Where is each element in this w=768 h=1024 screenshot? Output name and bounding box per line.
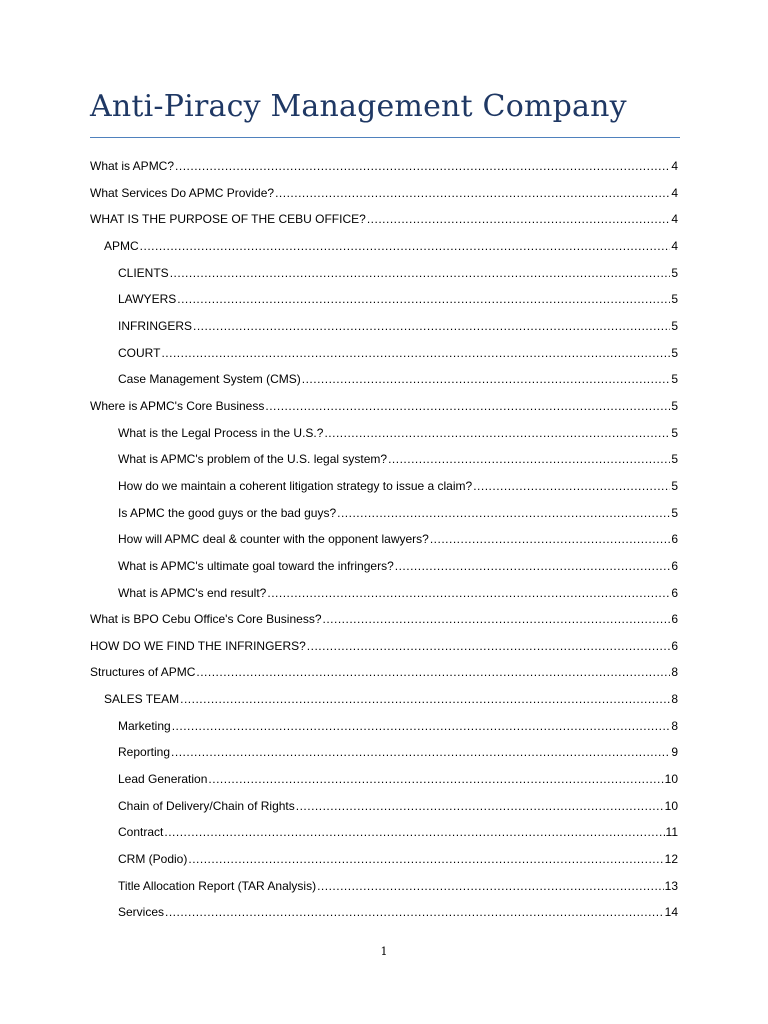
toc-dot-leader	[367, 211, 670, 227]
toc-entry[interactable]	[0, 851, 768, 878]
toc-entry-title: What is APMC's end result?	[118, 585, 267, 600]
toc-page-number: 12	[664, 852, 678, 867]
toc-page-number: 10	[664, 798, 678, 813]
toc-entry[interactable]	[0, 185, 768, 212]
toc-entry[interactable]	[0, 398, 768, 425]
toc-page-number: 6	[671, 558, 678, 573]
toc-dot-leader	[323, 611, 671, 627]
toc-dot-leader	[296, 798, 664, 814]
toc-page-number: 4	[671, 212, 678, 227]
toc-entry-title: What is APMC?	[90, 159, 175, 173]
toc-entry[interactable]	[0, 505, 768, 532]
toc-entry[interactable]	[0, 451, 768, 478]
toc-entry-title: Reporting	[118, 745, 171, 760]
table-of-contents	[0, 158, 768, 931]
toc-entry-title: What is the Legal Process in the U.S.?	[118, 425, 324, 440]
toc-page-number: 6	[671, 612, 678, 627]
toc-dot-leader	[170, 265, 671, 281]
toc-dot-leader	[395, 558, 671, 574]
toc-entry[interactable]	[0, 691, 768, 718]
toc-entry[interactable]	[0, 744, 768, 771]
toc-page-number: 4	[671, 238, 678, 253]
toc-page-number: 5	[671, 318, 678, 333]
toc-entry[interactable]	[0, 531, 768, 558]
toc-page-number: 11	[665, 825, 678, 840]
toc-entry-title: Case Management System (CMS)	[118, 372, 301, 387]
toc-entry-title: What is APMC's problem of the U.S. legal system?	[118, 452, 388, 467]
toc-entry[interactable]	[0, 611, 768, 638]
toc-dot-leader	[208, 771, 663, 787]
toc-page-number: 4	[671, 185, 678, 200]
toc-entry[interactable]	[0, 425, 768, 452]
toc-entry[interactable]	[0, 345, 768, 372]
toc-page-number: 9	[671, 745, 678, 760]
toc-entry-title: Lead Generation	[118, 772, 208, 787]
toc-entry-title: CLIENTS	[118, 265, 169, 280]
toc-dot-leader	[337, 505, 670, 521]
toc-entry[interactable]	[0, 318, 768, 345]
toc-entry[interactable]	[0, 478, 768, 505]
toc-entry-title: WHAT IS THE PURPOSE OF THE CEBU OFFICE?	[90, 212, 366, 227]
toc-dot-leader	[177, 291, 670, 307]
toc-page-number: 5	[671, 345, 678, 360]
toc-dot-leader	[302, 371, 671, 387]
toc-page-number: 5	[671, 265, 678, 280]
toc-entry[interactable]	[0, 718, 768, 745]
toc-entry-title: How will APMC deal & counter with the opponent lawyers?	[118, 532, 429, 547]
toc-entry-title: HOW DO WE FIND THE INFRINGERS?	[90, 638, 306, 653]
toc-dot-leader	[171, 744, 670, 760]
toc-dot-leader	[265, 398, 670, 414]
toc-entry-title: INFRINGERS	[118, 318, 193, 333]
toc-entry-title: What is BPO Cebu Office's Core Business?	[90, 612, 322, 627]
toc-entry-title: Where is APMC's Core Business	[90, 398, 265, 413]
toc-page-number: 14	[664, 905, 678, 920]
toc-entry-title: Chain of Delivery/Chain of Rights	[118, 798, 295, 813]
toc-entry[interactable]	[0, 211, 768, 238]
toc-page-number: 6	[671, 638, 678, 653]
page-number: 1	[380, 945, 388, 958]
toc-entry[interactable]	[0, 904, 768, 931]
document-title: Anti-Piracy Management Company	[90, 89, 627, 124]
toc-entry[interactable]	[0, 638, 768, 665]
toc-page-number: 13	[664, 878, 678, 893]
toc-entry[interactable]	[0, 238, 768, 265]
toc-entry-title: CRM (Podio)	[118, 852, 188, 867]
toc-entry-title: Marketing	[118, 718, 171, 733]
toc-dot-leader	[473, 478, 670, 494]
toc-page-number: 4	[671, 159, 678, 173]
toc-entry-title: Structures of APMC	[90, 665, 196, 680]
toc-dot-leader	[188, 851, 663, 867]
toc-entry[interactable]	[0, 158, 768, 185]
toc-entry-title: APMC	[104, 238, 139, 253]
toc-entry[interactable]	[0, 371, 768, 398]
toc-dot-leader	[161, 345, 670, 361]
toc-page-number: 8	[671, 718, 678, 733]
toc-dot-leader	[172, 718, 671, 734]
toc-entry-title: What Services Do APMC Provide?	[90, 185, 275, 200]
toc-dot-leader	[307, 638, 671, 654]
toc-entry[interactable]	[0, 291, 768, 318]
toc-page-number: 6	[671, 585, 678, 600]
toc-entry-title: Services	[118, 905, 165, 920]
toc-page-number: 5	[671, 452, 678, 467]
toc-entry[interactable]	[0, 771, 768, 798]
toc-entry-title: How do we maintain a coherent litigation strategy to issue a claim?	[118, 478, 473, 493]
toc-entry-title: Contract	[118, 825, 164, 840]
toc-dot-leader	[388, 451, 670, 467]
toc-page-number: 5	[671, 505, 678, 520]
toc-page-number: 5	[671, 425, 678, 440]
toc-entry-title: Is APMC the good guys or the bad guys?	[118, 505, 337, 520]
toc-dot-leader	[193, 318, 670, 334]
toc-page-number: 5	[671, 372, 678, 387]
toc-entry[interactable]	[0, 585, 768, 612]
toc-dot-leader	[267, 585, 670, 601]
toc-page-number: 10	[664, 772, 678, 787]
toc-dot-leader	[165, 904, 664, 920]
toc-dot-leader	[317, 878, 664, 894]
toc-dot-leader	[175, 158, 670, 174]
toc-entry[interactable]	[0, 558, 768, 585]
toc-page-number: 6	[671, 532, 678, 547]
toc-dot-leader	[430, 531, 670, 547]
toc-page-number: 8	[671, 665, 678, 680]
toc-entry[interactable]	[0, 798, 768, 825]
toc-page-number: 5	[671, 478, 678, 493]
toc-page-number: 5	[671, 398, 678, 413]
toc-dot-leader	[196, 664, 670, 680]
toc-entry-title: SALES TEAM	[104, 692, 180, 707]
toc-entry-title: LAWYERS	[118, 292, 177, 307]
toc-entry[interactable]	[0, 265, 768, 292]
toc-dot-leader	[324, 425, 670, 441]
toc-dot-leader	[140, 238, 671, 254]
toc-entry[interactable]	[0, 878, 768, 905]
title-underline	[90, 137, 680, 138]
toc-entry-title: Title Allocation Report (TAR Analysis)	[118, 878, 317, 893]
toc-page-number: 5	[671, 292, 678, 307]
toc-dot-leader	[180, 691, 670, 707]
toc-entry-title: What is APMC's ultimate goal toward the infringers?	[118, 558, 394, 573]
toc-entry[interactable]	[0, 824, 768, 851]
toc-entry-title: COURT	[118, 345, 161, 360]
toc-dot-leader	[275, 185, 670, 201]
toc-page-number: 8	[671, 692, 678, 707]
toc-dot-leader	[164, 824, 664, 840]
toc-entry[interactable]	[0, 664, 768, 691]
